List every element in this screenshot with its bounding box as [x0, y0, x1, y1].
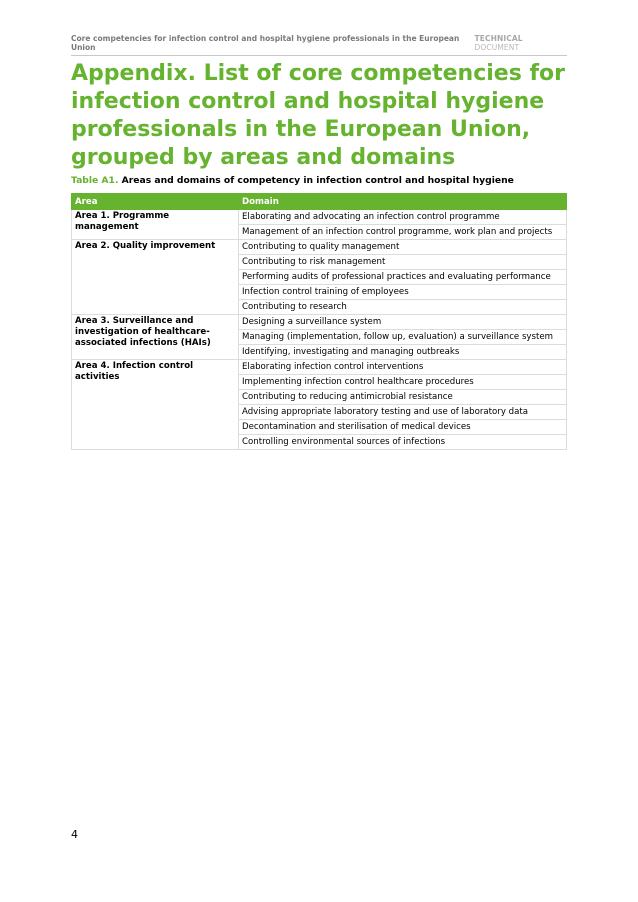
table-caption-number: Table A1. — [71, 175, 119, 186]
table-caption-text: Areas and domains of competency in infection control and hospital hygiene — [118, 175, 514, 186]
domain-cell: Managing (implementation, follow up, evaluation) a surveillance system — [239, 330, 567, 345]
competencies-table — [71, 193, 567, 450]
domain-cell: Elaborating and advocating an infection control programme — [239, 210, 567, 225]
area-cell: Area 3. Surveillance and investigation of healthcare-associated infections (HAIs) — [72, 315, 239, 360]
page-number: 4 — [71, 828, 78, 841]
area-cell: Area 4. Infection control activities — [72, 360, 239, 450]
domain-cell: Contributing to quality management — [239, 240, 567, 255]
domain-cell: Advising appropriate laboratory testing and use of laboratory data — [239, 405, 567, 420]
domain-cell: Implementing infection control healthcare procedures — [239, 375, 567, 390]
domain-cell: Designing a surveillance system — [239, 315, 567, 330]
running-header-doc-type-bold: TECHNICAL — [474, 34, 523, 43]
running-header-doc-type-rest: DOCUMENT — [474, 43, 520, 52]
domain-cell: Contributing to reducing antimicrobial resistance — [239, 390, 567, 405]
domain-cell: Identifying, investigating and managing outbreaks — [239, 345, 567, 360]
domain-cell: Contributing to research — [239, 300, 567, 315]
table-row — [72, 210, 567, 225]
area-cell: Area 1. Programme management — [72, 210, 239, 240]
table-row — [72, 240, 567, 255]
domain-cell: Performing audits of professional practices and evaluating performance — [239, 270, 567, 285]
table-header-row — [72, 194, 567, 210]
domain-cell: Infection control training of employees — [239, 285, 567, 300]
domain-cell: Decontamination and sterilisation of medical devices — [239, 420, 567, 435]
table-row — [72, 360, 567, 375]
area-cell: Area 2. Quality improvement — [72, 240, 239, 315]
column-header-domain: Domain — [239, 194, 567, 210]
table-caption — [71, 175, 571, 186]
page-title: Appendix. List of core competencies for infection control and hospital hygiene professionals in the European Union, grouped by areas and domains — [71, 61, 566, 170]
running-header-doc-type — [475, 34, 567, 52]
table-row — [72, 315, 567, 330]
column-header-area: Area — [72, 194, 239, 210]
domain-cell: Contributing to risk management — [239, 255, 567, 270]
domain-cell: Controlling environmental sources of infections — [239, 435, 567, 450]
table-body — [72, 210, 567, 450]
running-header — [71, 34, 567, 56]
domain-cell: Management of an infection control programme, work plan and projects — [239, 225, 567, 240]
running-header-title: Core competencies for infection control and hospital hygiene professionals in the European Union — [71, 34, 460, 52]
domain-cell: Elaborating infection control interventions — [239, 360, 567, 375]
